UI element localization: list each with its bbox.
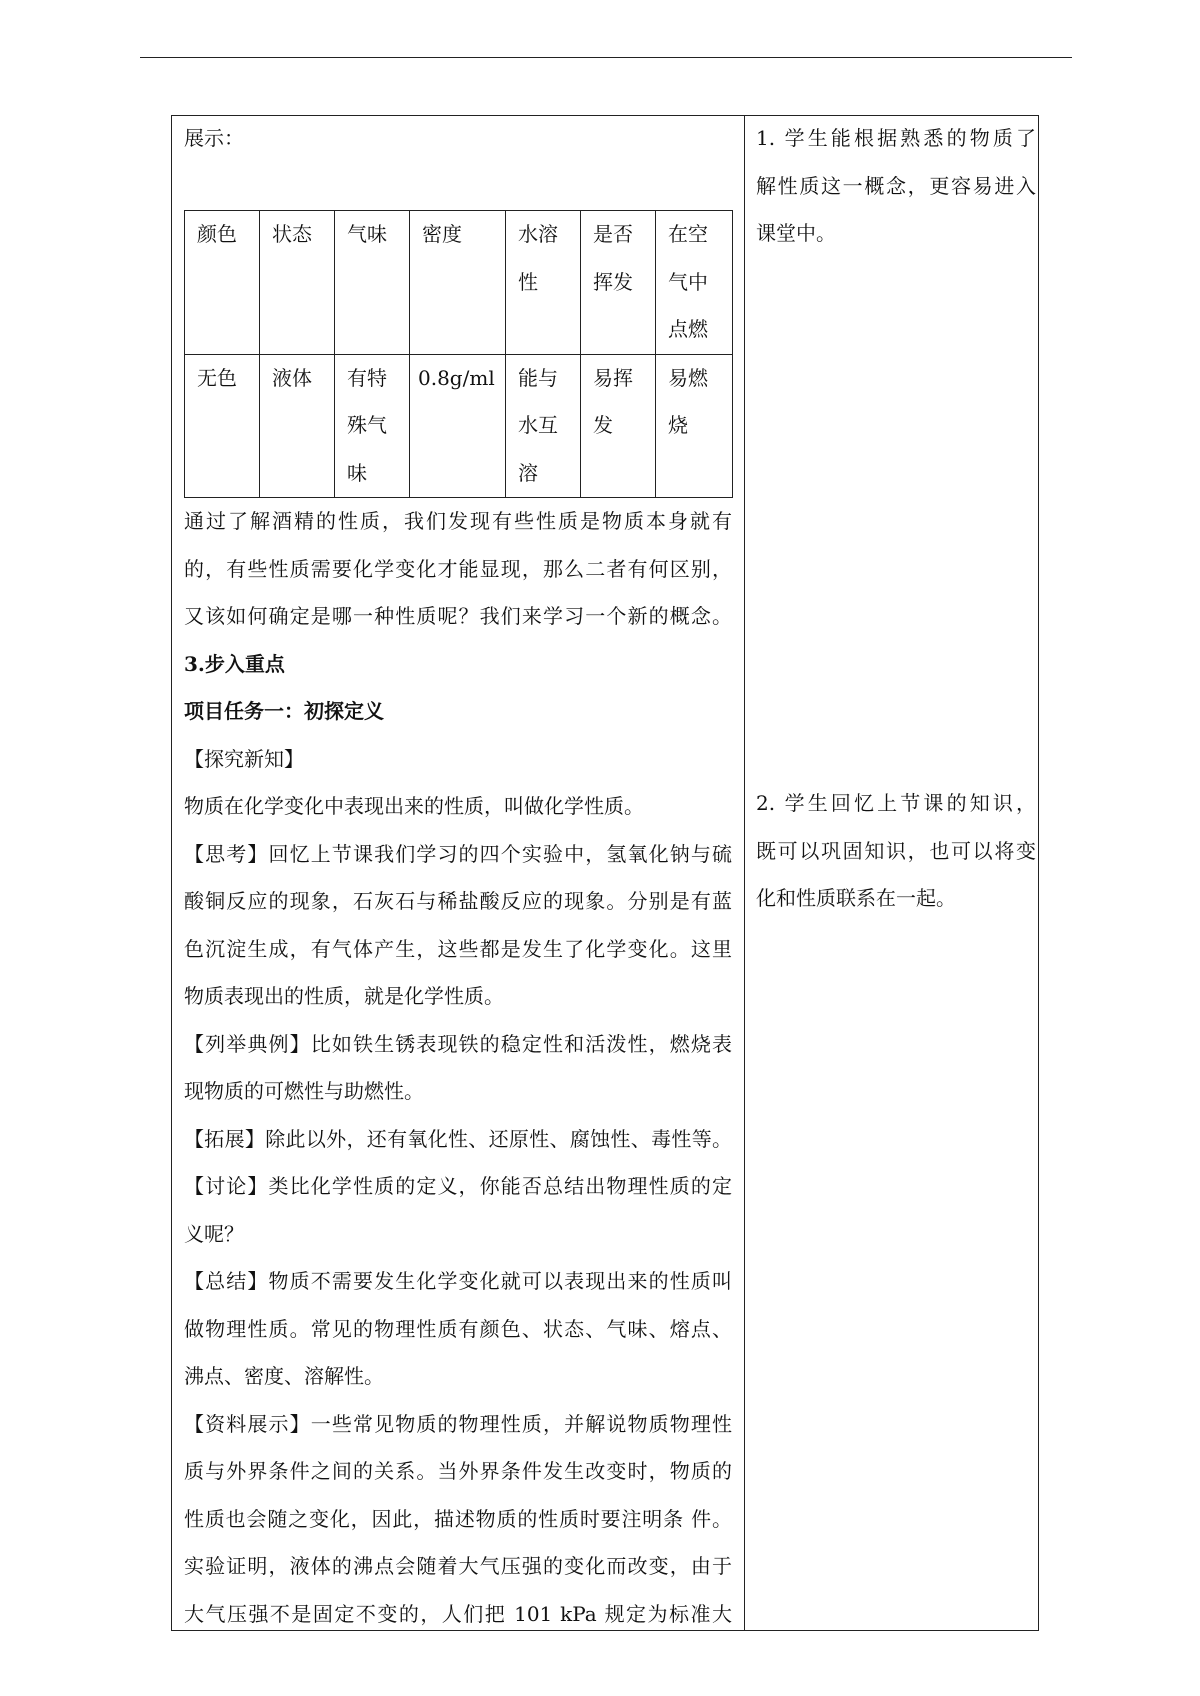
table-header-cell: 颜色 (185, 211, 260, 355)
examples-paragraph: 【列举典例】比如铁生锈表现铁的稳定性和活泼性，燃烧表 现物质的可燃性与助燃性。 (184, 1031, 732, 1103)
table-header-cell: 水溶 性 (506, 211, 581, 355)
think-paragraph: 【思考】回忆上节课我们学习的四个实验中，氢氧化钠与硫 酸铜反应的现象，石灰石与稀盐酸反应的现象。分别是有蓝 色沉淀生成，有气体产生，这些都是发生了化学变化。这里 物质表现出的性质，就是化学性质。 (184, 841, 732, 1008)
design-intent-note-2: 2. 学生回忆上节课的知识， 既可以巩固知识，也可以将变 化和性质联系在一起。 (756, 791, 1036, 910)
discuss-paragraph: 【讨论】类比化学性质的定义，你能否总结出物理性质的定 义呢？ (184, 1174, 732, 1246)
table-cell: 液体 (260, 354, 335, 498)
data-show-paragraph: 【资料展示】一些常见物质的物理性质，并解说物质物理性 质与外界条件之间的关系。当外界条件发生改变时，物质的 性质也会随之变化，因此，描述物质的性质时要注明条 件。 实验证明，液体的沸点会随着大气压强的变化而改变，由于 大气压强不是固定不变的，人们把 101 kPa 规定为标准大 (184, 1411, 732, 1626)
table-header-cell: 密度 (410, 211, 506, 355)
design-intent-note-1: 1. 学生能根据熟悉的物质了 解性质这一概念，更容易进入 课堂中。 (756, 126, 1036, 245)
table-header-cell: 状态 (260, 211, 335, 355)
table-cell: 0.8g/ml (410, 354, 506, 498)
extend-paragraph: 【拓展】除此以外，还有氧化性、还原性、腐蚀性、毒性等。 (184, 1126, 732, 1151)
column-divider (744, 115, 745, 1631)
alcohol-properties-table (184, 210, 733, 498)
definition-text: 物质在化学变化中表现出来的性质，叫做化学性质。 (184, 794, 644, 818)
table-header-cell: 气味 (335, 211, 410, 355)
table-cell: 有特 殊气 味 (335, 354, 410, 498)
header-rule (140, 57, 1072, 58)
task-heading: 项目任务一：初探定义 (184, 699, 384, 723)
show-label: 展示： (184, 126, 244, 150)
table-row (185, 354, 733, 498)
table-cell: 无色 (185, 354, 260, 498)
table-header-cell: 在空 气中 点燃 (656, 211, 733, 355)
table-header-row (185, 211, 733, 355)
table-cell: 易挥 发 (581, 354, 656, 498)
section-heading: 3.步入重点 (184, 651, 285, 676)
summary-paragraph: 【总结】物质不需要发生化学变化就可以表现出来的性质叫 做物理性质。常见的物理性质有颜色、状态、气味、熔点、 沸点、密度、溶解性。 (184, 1269, 732, 1388)
table-cell: 能与 水互 溶 (506, 354, 581, 498)
teaching-content-column (184, 115, 732, 1638)
spacer (184, 163, 732, 211)
table-header-cell: 是否 挥发 (581, 211, 656, 355)
intro-paragraph: 通过了解酒精的性质，我们发现有些性质是物质本身就有 的，有些性质需要化学变化才能显现，那么二者有何区别， 又该如何确定是哪一种性质呢？我们来学习一个新的概念。 (184, 509, 732, 628)
table-cell: 易燃 烧 (656, 354, 733, 498)
explore-label: 【探究新知】 (184, 746, 304, 771)
